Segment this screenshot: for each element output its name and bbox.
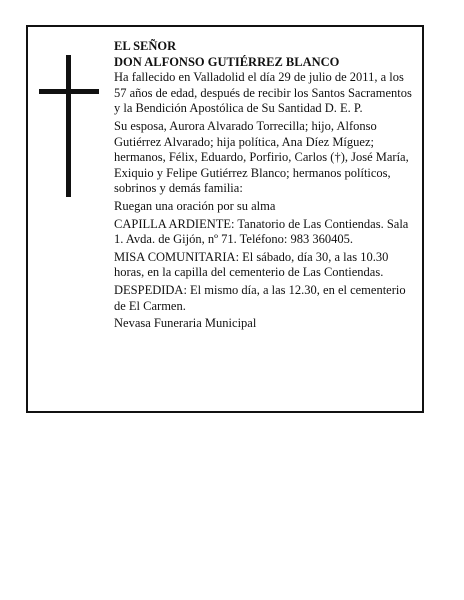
- chapel-info: CAPILLA ARDIENTE: Tanatorio de Las Contiendas. Sala 1. Avda. de Gijón, nº 71. Teléfono: 983 360405.: [114, 216, 409, 247]
- mass-info: MISA COMUNITARIA: El sábado, día 30, a las 10.30 horas, en la capilla del cementerio de Las Contiendas.: [114, 249, 389, 280]
- notice-text: [114, 39, 418, 334]
- farewell-info: DESPEDIDA: El mismo día, a las 12.30, en el cementerio de El Carmen.: [114, 282, 406, 313]
- cross-icon: [39, 55, 99, 197]
- obituary-notice: [26, 25, 424, 413]
- prayer-request: Ruegan una oración por su alma: [114, 198, 276, 213]
- funeral-home: Nevasa Funeraria Municipal: [114, 316, 257, 331]
- cross-vertical-bar: [66, 55, 71, 197]
- family-list: Su esposa, Aurora Alvarado Torrecilla; hijo, Alfonso Gutiérrez Alvarado; hija política, Ana Díez Míguez; hermanos, Félix, Eduardo, Porfirio, Carlos (†), José María, Exiquio y Felipe Gutiérrez Blanco; hermanos políticos, sobrinos y demás familia:: [114, 118, 409, 196]
- cross-horizontal-bar: [39, 89, 99, 94]
- notice-title-name: DON ALFONSO GUTIÉRREZ BLANCO: [114, 54, 340, 69]
- death-announcement: Ha fallecido en Valladolid el día 29 de julio de 2011, a los 57 años de edad, después de recibir los Santos Sacramentos y la Bendición Apostólica de Su Santidad D. E. P.: [114, 70, 412, 116]
- notice-title-line1: EL SEÑOR: [114, 39, 177, 53]
